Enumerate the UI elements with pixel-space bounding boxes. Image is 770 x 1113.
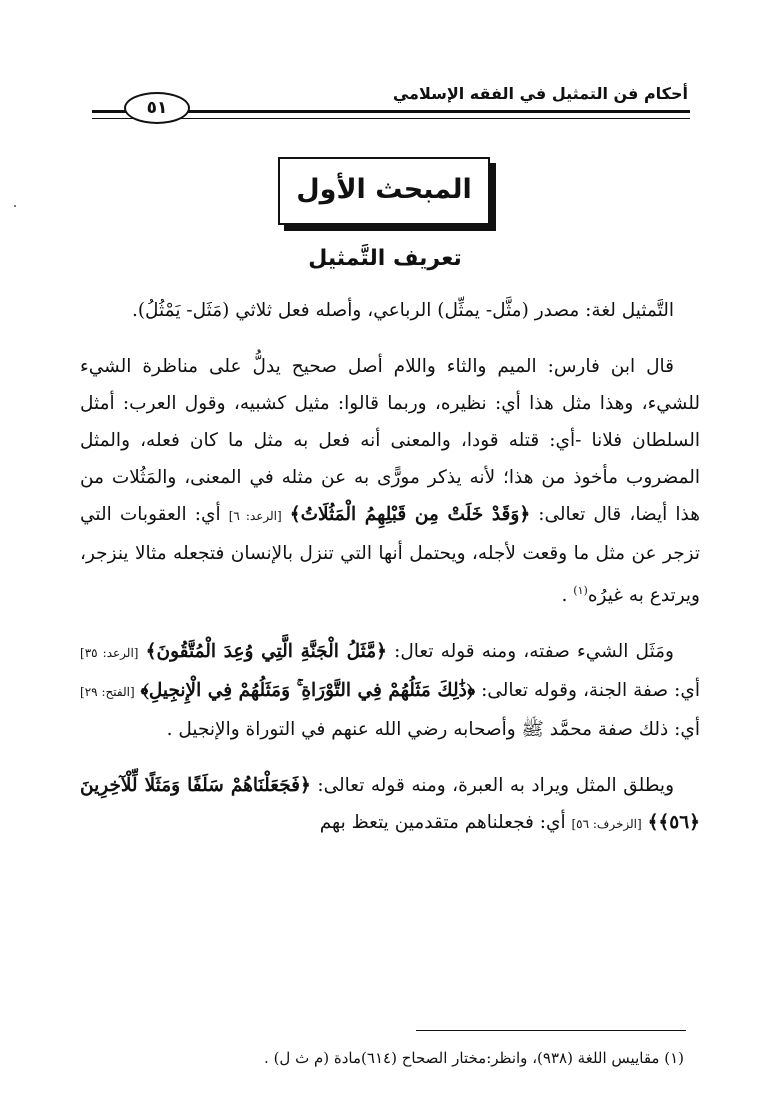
page-number: ٥١: [124, 92, 190, 124]
body-text: [80, 292, 700, 843]
paragraph-text: قال ابن فارس: الميم والثاء واللام أصل صحيح يدلُّ على مناظرة الشيء للشيء، وهذا مثل هذا أي: نظيره، وربما قالوا: مثيل كشبيه، وقول العرب: أمثل السلطان فلانا -أي: قتله قودا، والمعنى أنه فعل به مثل ما كان فعله، والمثل المضروب مأخوذ من هذا؛ لأنه يذكر مورًّى به عن مثله في المعنى، والمَثُلات من هذا أيضا، قال تعالى:: [80, 356, 700, 525]
quran-verse: ﴿مَّثَلُ الْجَنَّةِ الَّتِي وُعِدَ الْمُتَّقُونَ﴾: [145, 641, 387, 663]
verse-reference: [الرعد: ٦]: [228, 509, 282, 523]
paragraph-text: أي: ذلك صفة محمَّد ﷺ وأصحابه رضي الله عنهم في التوراة والإنجيل .: [166, 719, 700, 741]
quran-verse: ﴿ذَٰلِكَ مَثَلُهُمْ فِي التَّوْرَاةِ ۚ وَمَثَلُهُمْ فِي الْإِنجِيلِ﴾: [140, 680, 476, 702]
verse-reference: [الفتح: ٢٩]: [80, 685, 135, 700]
verse-reference: [الرعد: ٣٥]: [80, 646, 139, 661]
footnote-marker: (١): [573, 584, 588, 597]
paragraph-text: التَّمثيل لغة: مصدر (مثَّل- يمثِّل) الرباعي، وأصله فعل ثلاثي (مَثَل- يَمْثُلُ).: [131, 300, 674, 321]
verse-reference: [الزخرف: ٥٦]: [571, 817, 642, 832]
quran-verse: ﴿فَجَعَلْنَاهُمْ سَلَفًا وَمَثَلًا لِّلْآخِرِينَ ﴿٥٦﴾﴾: [80, 775, 700, 834]
paragraph-1: [80, 292, 700, 329]
footnote-separator: [416, 1030, 686, 1031]
paragraph-text: ومَثَل الشيء صفته، ومنه قوله تعال:: [394, 641, 674, 663]
paragraph-2: [80, 348, 700, 614]
paragraph-4: [80, 767, 700, 843]
paragraph-3: [80, 633, 700, 748]
paragraph-text: ويطلق المثل ويراد به العبرة، ومنه قوله تعالى:: [317, 775, 675, 797]
paragraph-text: .: [561, 585, 568, 607]
running-header-title: أحكام فن التمثيل في الفقه الإسلامي: [392, 84, 688, 103]
paragraph-text: أي: فجعلناهم متقدمين يتعظ بهم: [319, 812, 566, 834]
footnote: (١) مقاييس اللغة (٩٣٨)، وانظر:مختار الصحاح (٦١٤)مادة (م ث ل) .: [264, 1049, 684, 1067]
chapter-title: المبحث الأول: [296, 174, 472, 205]
chapter-title-box: [278, 157, 490, 225]
paragraph-text: أي: العقوبات التي تزجر عن مثل ما وقعت لأجله، ويحتمل أنها التي تنزل بالإنسان فتجعله مثالا ينزجر، ويرتدع به غيرُه: [80, 504, 700, 607]
margin-speck: [14, 205, 16, 207]
section-title: تعريف التَّمثيل: [308, 246, 462, 271]
quran-verse: ﴿وَقَدْ خَلَتْ مِن قَبْلِهِمُ الْمَثُلَاتُ﴾: [289, 504, 531, 525]
paragraph-text: أي: صفة الجنة، وقوله تعالى:: [481, 680, 700, 702]
